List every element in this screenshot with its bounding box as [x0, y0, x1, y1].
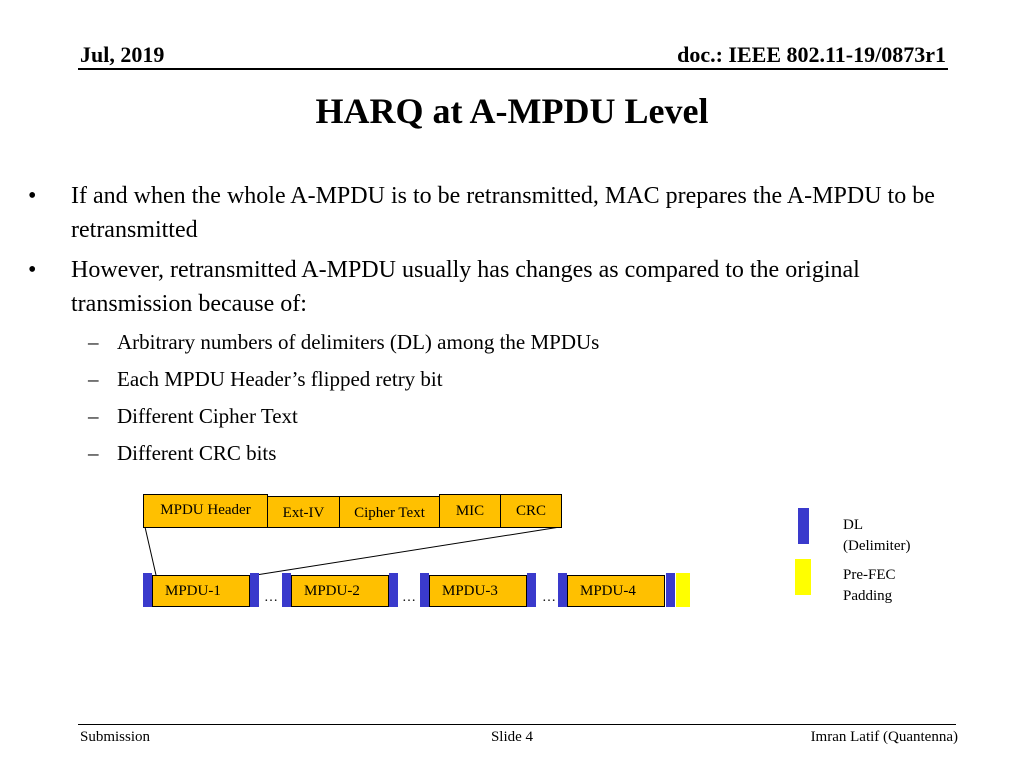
sub-bullet-mark: – [88, 367, 99, 391]
bullet-text: However, retransmitted A-MPDU usually has changes as compared to the original transmission because of: [71, 257, 860, 317]
field-cipher-text: Cipher Text [339, 496, 440, 528]
field-ext-iv: Ext-IV [267, 496, 340, 528]
ellipsis: … [542, 590, 556, 605]
header-date: Jul, 2019 [80, 42, 165, 67]
delimiter-block [527, 573, 536, 607]
field-mpdu-header: MPDU Header [143, 494, 268, 528]
legend-padding-line2: Padding [843, 588, 893, 604]
bullet-mark: • [28, 183, 37, 209]
sub-bullet-mark: – [88, 330, 99, 354]
ellipsis: … [264, 590, 278, 605]
footer-divider [78, 724, 956, 725]
legend-delimiter-line1: DL [843, 517, 863, 533]
sub-bullet-text: Different CRC bits [117, 441, 277, 465]
sub-bullet-text: Arbitrary numbers of delimiters (DL) among the MPDUs [117, 330, 600, 354]
delimiter-block [250, 573, 259, 607]
mpdu-block: MPDU-3 [429, 575, 527, 607]
sub-bullet-text: Different Cipher Text [117, 404, 298, 428]
ellipsis: … [402, 590, 416, 605]
padding-block [676, 573, 690, 607]
footer-slide-number: Slide 4 [490, 729, 534, 745]
delimiter-block [143, 573, 152, 607]
sub-bullet-mark: – [88, 441, 99, 465]
mpdu-block: MPDU-1 [152, 575, 250, 607]
mpdu-block: MPDU-2 [291, 575, 389, 607]
sub-bullet-text: Each MPDU Header’s flipped retry bit [117, 367, 443, 391]
legend-padding-label [843, 565, 896, 607]
legend-padding-line1: Pre-FEC [843, 567, 896, 583]
delimiter-block [666, 573, 675, 607]
expansion-line-right [256, 527, 560, 575]
delimiter-block [420, 573, 429, 607]
legend-padding-swatch [795, 559, 811, 595]
field-crc: CRC [500, 494, 562, 528]
delimiter-block [282, 573, 291, 607]
delimiter-block [558, 573, 567, 607]
field-mic: MIC [439, 494, 501, 528]
legend-delimiter-line2: (Delimiter) [843, 538, 911, 554]
expansion-line-left [145, 527, 156, 575]
bullet-mark: • [28, 257, 37, 283]
mpdu-block: MPDU-4 [567, 575, 665, 607]
footer-author: Imran Latif (Quantenna) [810, 729, 958, 745]
delimiter-block [389, 573, 398, 607]
legend-delimiter-swatch [798, 508, 809, 544]
slide-title: HARQ at A-MPDU Level [315, 91, 709, 131]
bullet-text: If and when the whole A-MPDU is to be retransmitted, MAC prepares the A-MPDU to be retransmitted [71, 183, 935, 243]
header-doc-id: doc.: IEEE 802.11-19/0873r1 [677, 42, 946, 67]
legend-delimiter-label [843, 515, 910, 557]
sub-bullet-mark: – [88, 404, 99, 428]
footer-left: Submission [80, 729, 151, 745]
